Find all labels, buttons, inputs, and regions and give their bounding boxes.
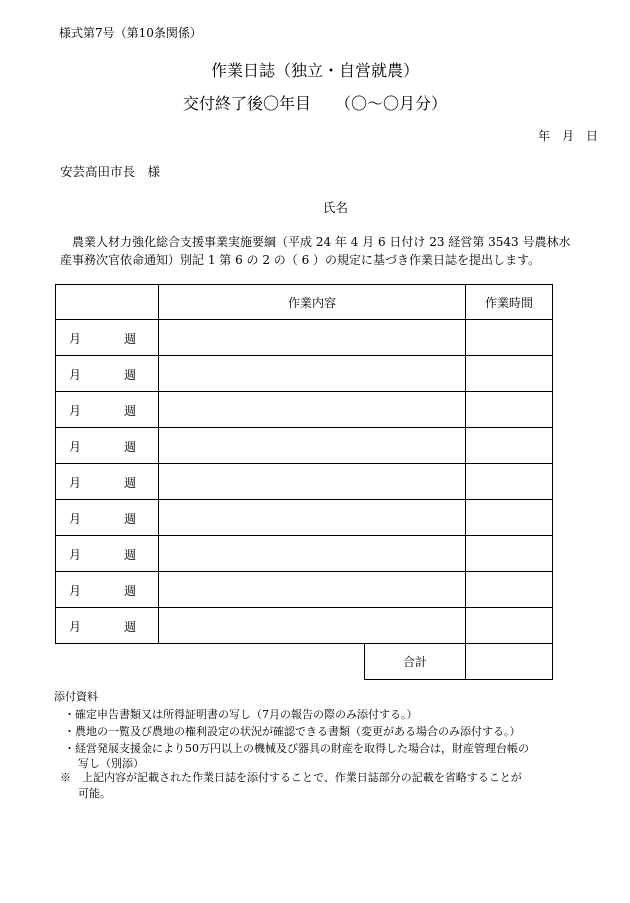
- attachment-item: ・農地の一覧及び農地の権利設定の状況が確認できる書類（変更がある場合のみ添付する。）: [64, 725, 521, 738]
- work-hours-cell[interactable]: [466, 320, 553, 356]
- attachments-title: 添付資料: [54, 690, 98, 703]
- attachment-item-continuation: 写し（別添）: [78, 757, 144, 770]
- work-content-cell[interactable]: [159, 536, 466, 572]
- table-row: [56, 464, 553, 500]
- work-content-cell[interactable]: [159, 608, 466, 644]
- work-content-cell[interactable]: [159, 320, 466, 356]
- work-content-cell[interactable]: [159, 356, 466, 392]
- week-label: 週: [124, 512, 137, 526]
- month-label: 月: [69, 332, 82, 346]
- month-label: 月: [69, 440, 82, 454]
- week-label: 週: [124, 548, 137, 562]
- work-hours-cell[interactable]: [466, 464, 553, 500]
- table-row: [56, 356, 553, 392]
- name-label: 氏名: [323, 200, 349, 215]
- work-content-cell[interactable]: [159, 500, 466, 536]
- work-content-cell[interactable]: [159, 464, 466, 500]
- work-hours-cell[interactable]: [466, 536, 553, 572]
- table-row: [56, 608, 553, 644]
- week-label: 週: [124, 620, 137, 634]
- week-label: 週: [124, 476, 137, 490]
- table-row: [56, 572, 553, 608]
- work-hours-cell[interactable]: [466, 608, 553, 644]
- header-work-hours: 作業時間: [466, 285, 553, 320]
- work-content-cell[interactable]: [159, 572, 466, 608]
- week-label: 週: [124, 440, 137, 454]
- period-cell: [56, 500, 159, 536]
- period-cell: [56, 392, 159, 428]
- table-row: [56, 428, 553, 464]
- document-subtitle: 交付終了後〇年目 （〇～〇月分）: [182, 94, 447, 113]
- total-label: 合計: [365, 644, 466, 680]
- attachment-item: ・経営発展支援金により50万円以上の機械及び器具の財産を取得した場合は，財産管理台帳の: [64, 742, 529, 755]
- period-cell: [56, 428, 159, 464]
- document-title: 作業日誌（独立・自営就農）: [210, 61, 419, 80]
- date-field: 年 月 日: [537, 129, 598, 143]
- work-hours-cell[interactable]: [466, 428, 553, 464]
- total-row: [56, 644, 553, 680]
- total-hours-cell[interactable]: [466, 644, 553, 680]
- week-label: 週: [124, 368, 137, 382]
- submission-statement: [60, 233, 605, 269]
- table-row: [56, 392, 553, 428]
- period-cell: [56, 536, 159, 572]
- table-row: [56, 320, 553, 356]
- attachment-item: ・確定申告書類又は所得証明書の写し（7月の報告の際のみ添付する。）: [64, 708, 418, 721]
- work-hours-cell[interactable]: [466, 500, 553, 536]
- month-label: 月: [69, 620, 82, 634]
- statement-line-1: 農業人材力強化総合支援事業実施要綱（平成 24 年 4 月 6 日付け 23 経営第 3543 号農林水: [60, 235, 571, 249]
- month-label: 月: [69, 404, 82, 418]
- statement-line-2: 産事務次官依命通知）別記 1 第 6 の 2 の（ 6 ）の規定に基づき作業日誌を提出します。: [60, 253, 541, 267]
- total-row-spacer: [56, 644, 365, 680]
- header-work-content: 作業内容: [159, 285, 466, 320]
- addressee: 安芸高田市長 様: [60, 164, 161, 179]
- work-hours-cell[interactable]: [466, 356, 553, 392]
- table-row: [56, 500, 553, 536]
- period-cell: [56, 608, 159, 644]
- note-line-2: 可能。: [78, 787, 111, 800]
- week-label: 週: [124, 404, 137, 418]
- period-cell: [56, 356, 159, 392]
- header-period: [56, 285, 159, 320]
- table-row: [56, 536, 553, 572]
- note-line-1: ※ 上記内容が記載された作業日誌を添付することで、作業日誌部分の記載を省略することが: [60, 771, 522, 784]
- month-label: 月: [69, 368, 82, 382]
- week-label: 週: [124, 584, 137, 598]
- work-content-cell[interactable]: [159, 428, 466, 464]
- period-cell: [56, 464, 159, 500]
- period-cell: [56, 572, 159, 608]
- work-log-table: [55, 284, 553, 680]
- week-label: 週: [124, 332, 137, 346]
- month-label: 月: [69, 512, 82, 526]
- work-hours-cell[interactable]: [466, 572, 553, 608]
- form-number: 様式第7号（第10条関係）: [59, 26, 202, 40]
- period-cell: [56, 320, 159, 356]
- work-content-cell[interactable]: [159, 392, 466, 428]
- month-label: 月: [69, 584, 82, 598]
- work-hours-cell[interactable]: [466, 392, 553, 428]
- month-label: 月: [69, 476, 82, 490]
- table-header-row: [56, 285, 553, 320]
- month-label: 月: [69, 548, 82, 562]
